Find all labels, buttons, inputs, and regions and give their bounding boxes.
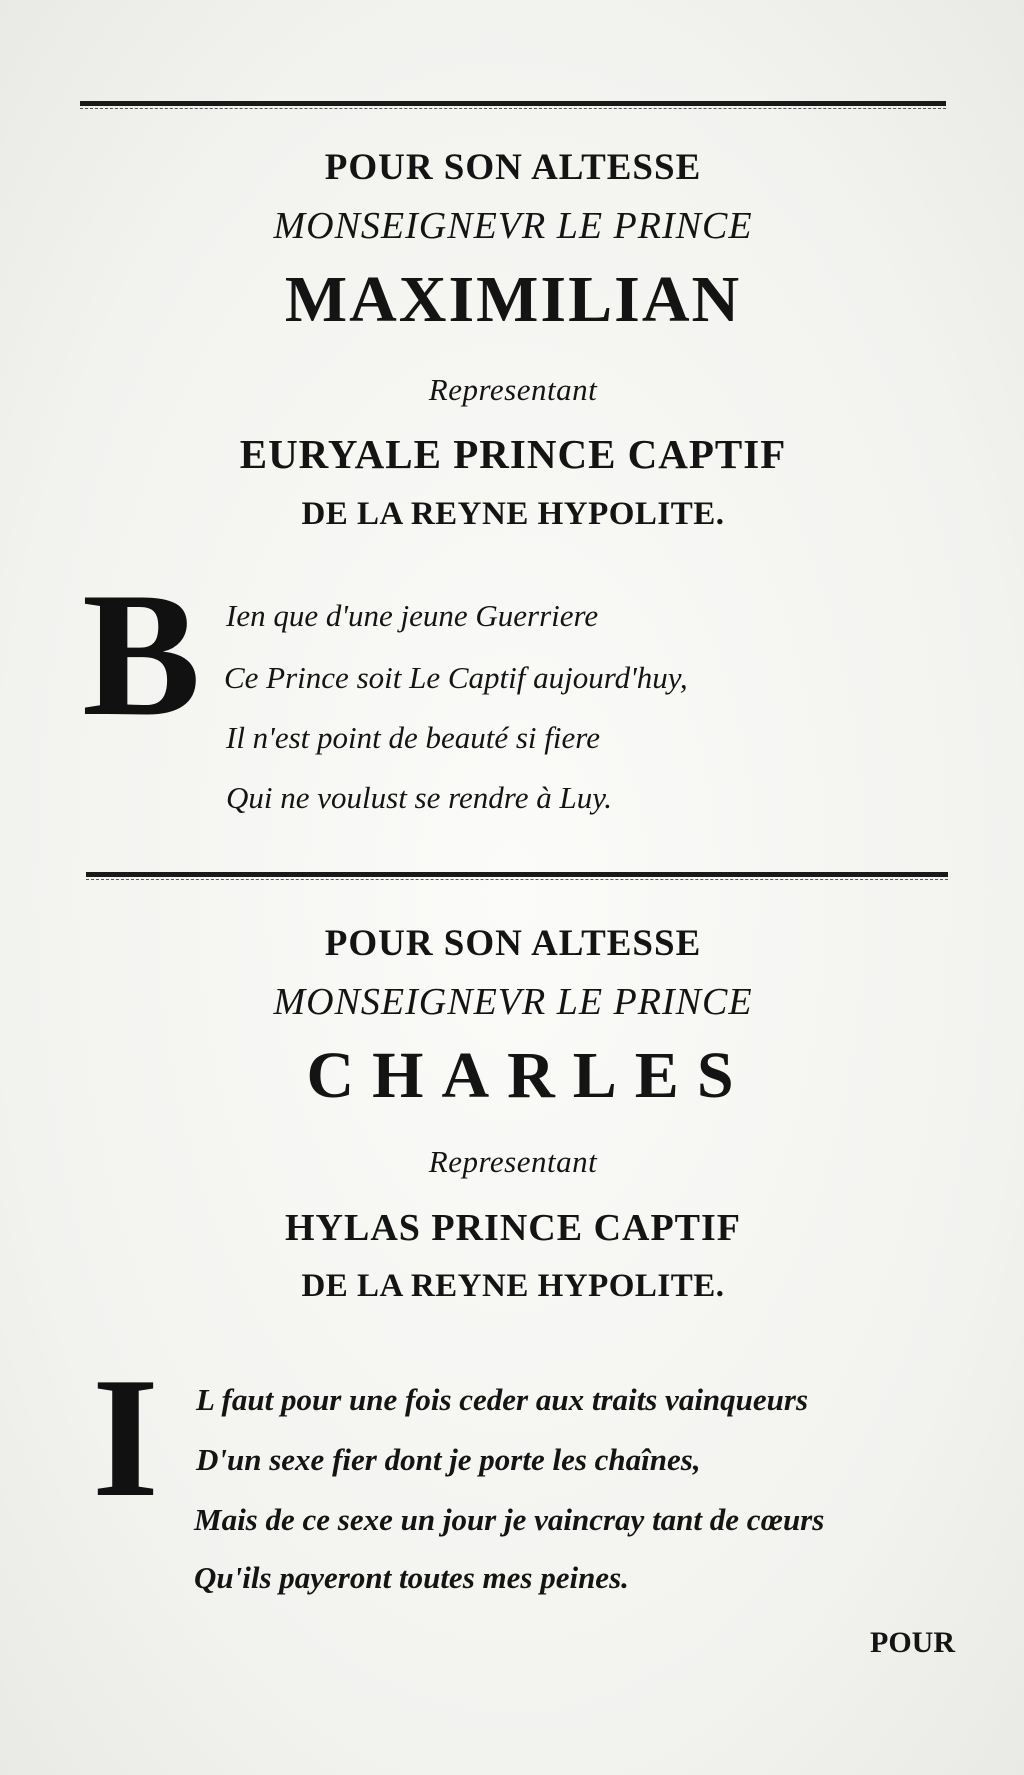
- section1-representant: Representant: [428, 372, 598, 407]
- section1-verse-3: Il n'est point de beauté si fiere: [226, 720, 600, 755]
- section2-representant: Representant: [428, 1144, 598, 1179]
- section1-name: MAXIMILIAN: [284, 263, 742, 336]
- section2-heading-line2: MONSEIGNEVR LE PRINCE: [273, 981, 753, 1023]
- section2-verse-3: Mais de ce sexe un jour je vaincray tant de cœurs: [194, 1502, 825, 1537]
- section1-drop-cap: B: [82, 555, 201, 753]
- section2-role-line2: DE LA REYNE HYPOLITE.: [301, 1268, 725, 1304]
- section2-verse-1: L faut pour une fois ceder aux traits vainqueurs: [196, 1382, 809, 1417]
- section1-role-line1: EURYALE PRINCE CAPTIF: [239, 431, 787, 477]
- middle-rule: [86, 872, 948, 877]
- section2-name: CHARLES: [306, 1039, 752, 1112]
- section1-heading-line1: POUR SON ALTESSE: [324, 147, 702, 188]
- top-rule: [80, 101, 946, 106]
- section2-verse-4: Qu'ils payeront toutes mes peines.: [194, 1560, 629, 1595]
- section1-verse-2: Ce Prince soit Le Captif aujourd'huy,: [224, 660, 688, 695]
- section1-heading-line2: MONSEIGNEVR LE PRINCE: [273, 205, 753, 247]
- section1-role-line2: DE LA REYNE HYPOLITE.: [301, 496, 725, 532]
- section2-verse-2: D'un sexe fier dont je porte les chaînes,: [196, 1442, 701, 1477]
- catchword: POUR: [870, 1626, 955, 1659]
- section2-role-line1: HYLAS PRINCE CAPTIF: [284, 1207, 742, 1249]
- section2-drop-cap: I: [92, 1343, 159, 1533]
- section1-verse-1: Ien que d'une jeune Guerriere: [226, 598, 599, 633]
- section1-verse-4: Qui ne voulust se rendre à Luy.: [226, 780, 613, 815]
- section2-heading-line1: POUR SON ALTESSE: [324, 923, 702, 964]
